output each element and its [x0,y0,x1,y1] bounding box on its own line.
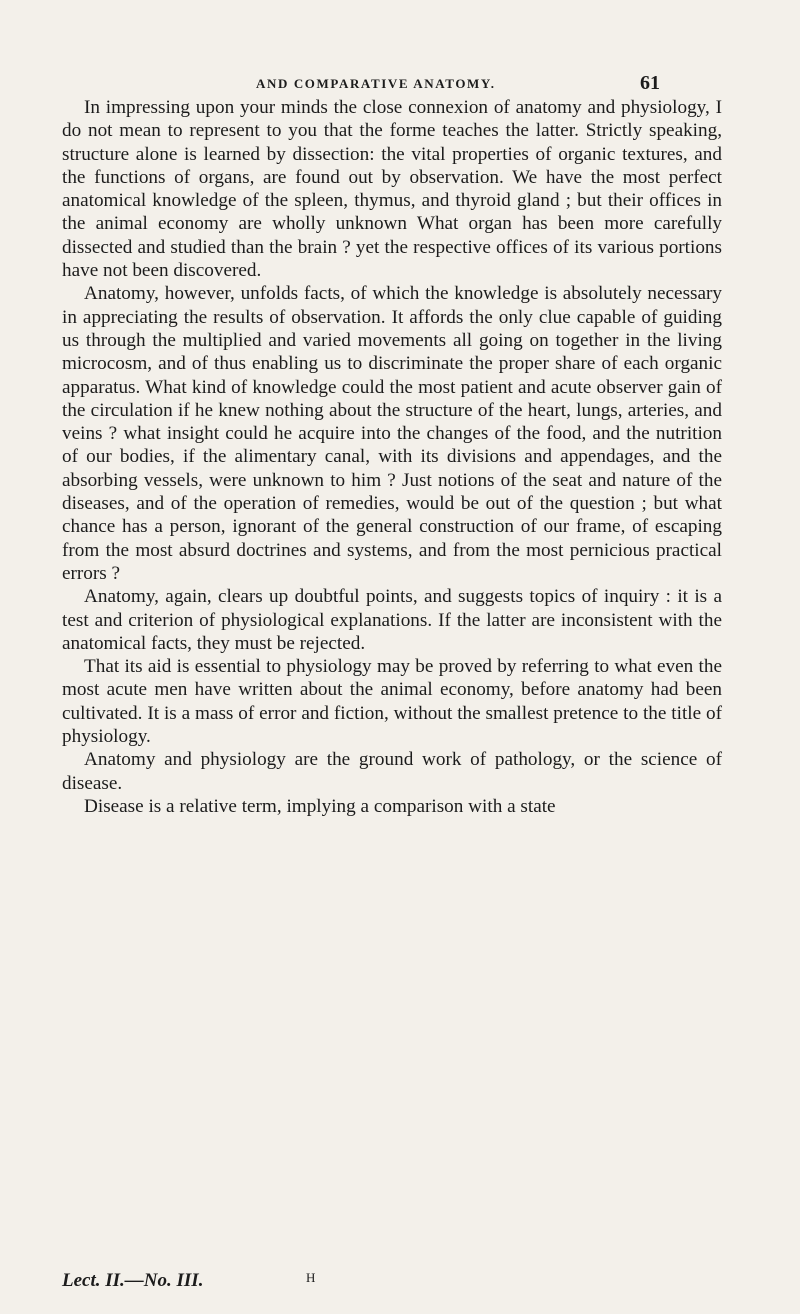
paragraph: Anatomy, again, clears up doubtful points, and suggests topics of inquiry : it is a test and criterion of physiological explanations. If the latter are inconsistent with the anatomical facts, they must be rejected. [62,586,722,654]
running-title: AND COMPARATIVE ANATOMY. [256,76,496,91]
paragraph: Anatomy, however, unfolds facts, of which the knowledge is absolutely necessary in appreciating the results of observation. It affords the only clue capable of guiding us through the multiplied and varied movements all going on together in the living microcosm, and of thus enabling us to discriminate the proper share of each organic apparatus. What kind of knowledge could the most patient and acute observer gain of the circulation if he knew nothing about the structure of the heart, lungs, arteries, and veins ? what insight could he acquire into the changes of the food, and the nutrition of our bodies, if the alimentary canal, with its divisions and appendages, and the absorbing vessels, were unknown to him ? Just notions of the seat and nature of the diseases, and of the operation of remedies, would be out of the question ; but what chance has a person, ignorant of the general construction of our frame, of escaping from the most absurd doctrines and systems, and from the most pernicious practical errors ? [62,283,722,584]
paragraph: In impressing upon your minds the close connexion of anatomy and physiology, I do not mean to represent to you that the forme teaches the latter. Strictly speaking, structure alone is learned by dissection: the vital properties of organic textures, and the functions of organs, are found out by observation. We have the most perfect anatomical knowledge of the spleen, thymus, and thyroid gland ; but their offices in the animal economy are wholly unknown What organ has been more carefully dissected and studied than the brain ? yet the respective offices of its various portions have not been discovered. [62,97,722,282]
lecture-reference: Lect. II.—No. III. [62,1270,204,1291]
paragraph: Disease is a relative term, implying a comparison with a state [84,795,556,817]
signature-mark: H [306,1270,317,1285]
body-text [62,96,722,818]
page-number: 61 [640,72,660,94]
paragraph: That its aid is essential to physiology may be proved by referring to what even the most acute men have written about the animal economy, before anatomy had been cultivated. It is a mass of error and fiction, without the smallest pretence to the title of physiology. [62,656,722,748]
footer [62,1270,722,1292]
paragraph: Anatomy and physiology are the ground work of pathology, or the science of disease. [62,749,722,794]
